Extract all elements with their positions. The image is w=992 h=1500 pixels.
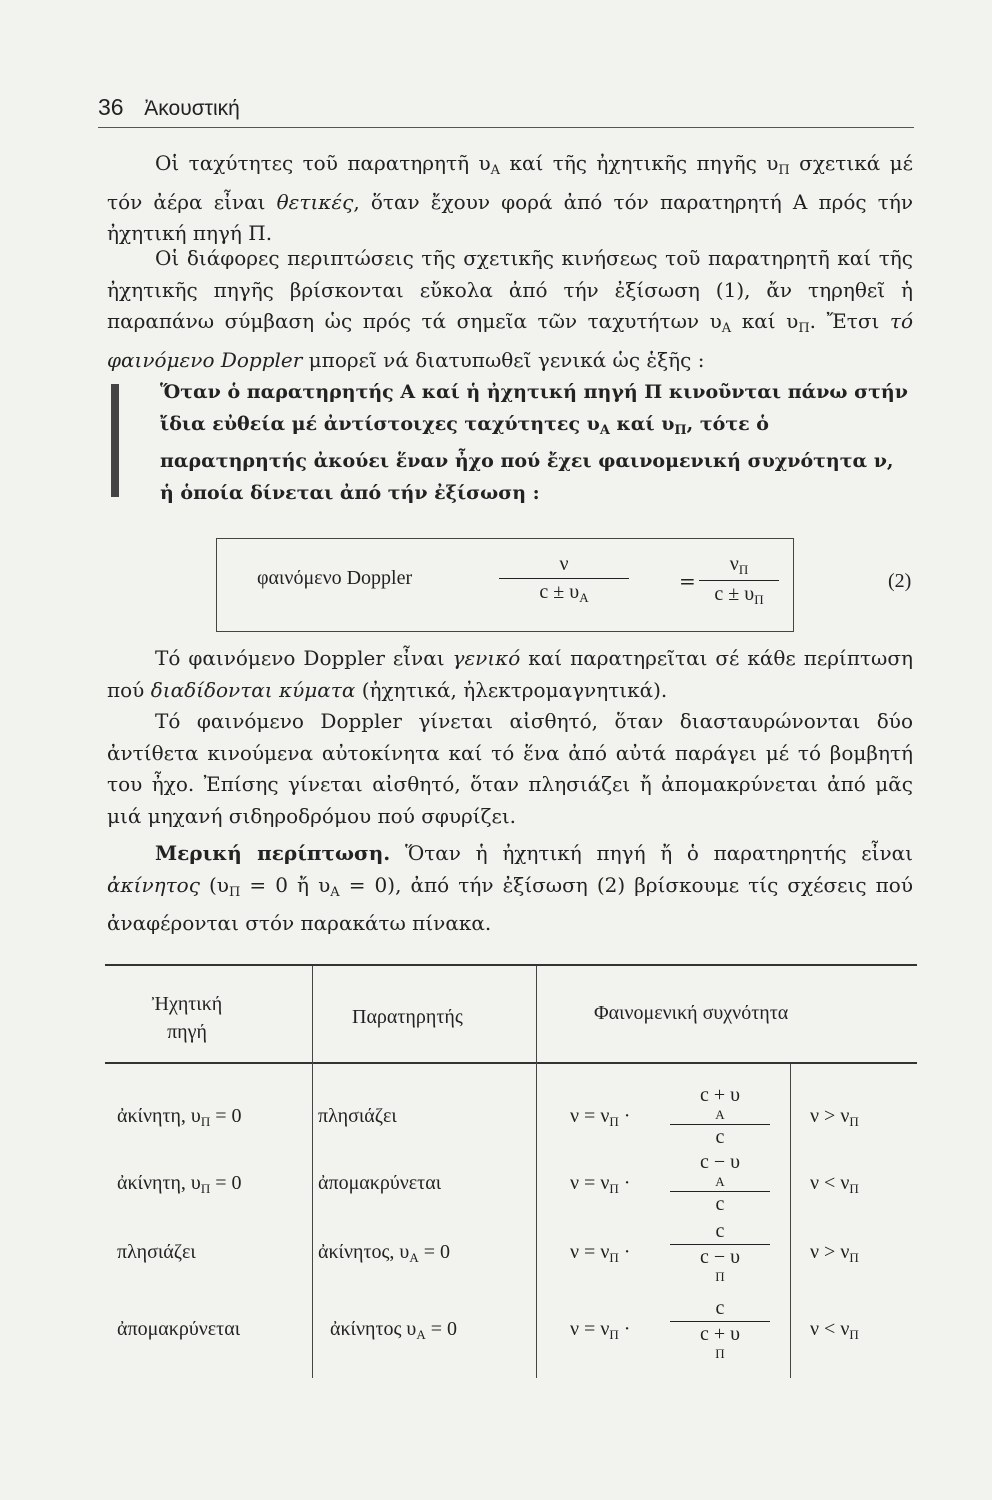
- doppler-formula-box: [216, 538, 794, 632]
- row2-comparison: $\nu < \nu_\Pi$: [810, 1172, 859, 1196]
- row3-formula-fraction: c c − υ Π: [670, 1220, 770, 1285]
- row1-formula-lhs: $\nu = \nu_\Pi$ ·: [570, 1105, 631, 1129]
- row3-source: πλησιάζει: [117, 1241, 196, 1263]
- row4-comparison: $\nu < \nu_\Pi$: [810, 1318, 859, 1342]
- row2-formula-lhs: $\nu = \nu_\Pi$ ·: [570, 1172, 631, 1196]
- page-header: [98, 94, 240, 121]
- table-header-observer: Παρατηρητής: [352, 1006, 463, 1028]
- row4-formula-fraction: c c + υ Π: [670, 1297, 770, 1362]
- row4-source: ἀπομακρύνεται: [117, 1318, 241, 1340]
- fraction-left: ν $c \pm \upsilon_A$: [499, 553, 629, 606]
- table-header-rule: [105, 1062, 917, 1064]
- row1-formula-fraction: c + υ A c: [670, 1084, 770, 1149]
- row2-source: ἀκίνητη, $\upsilon_\Pi = 0$: [117, 1172, 242, 1196]
- equation-number: (2): [888, 570, 912, 592]
- table-col-divider-3: [790, 1064, 791, 1378]
- page-number: 36: [98, 94, 124, 120]
- table-col-divider-1: [312, 966, 313, 1378]
- equals-sign: =: [679, 569, 696, 593]
- paragraph-special-case: Μερική περίπτωση. Ὅταν ἡ ἠχητική πηγή ἤ ὁ παρατηρητής εἶναι ἀκίνητος ($\upsilon_\Pi = 0$ ἤ $\upsilon_A = 0$), ἀπό τήν ἐξίσωση (2) βρίσκουμε τίς σχέσεις πού ἀναφέρονται στόν παρακάτω πίνακα.: [107, 841, 913, 935]
- table-col-divider-2: [536, 966, 537, 1378]
- header-rule: [98, 127, 914, 128]
- row3-observer: ἀκίνητος, $\upsilon_A = 0$: [318, 1241, 450, 1265]
- table-header-source: Ἠχητική πηγή: [151, 993, 223, 1043]
- highlight-bar: [111, 384, 119, 497]
- paragraph-velocities: Οἱ ταχύτητες τοῦ παρατηρητῆ $\upsilon_A$ καί τῆς ἠχητικῆς πηγῆς $\upsilon_\Pi$ σχετικά μέ τόν ἀέρα εἶναι θετικές, ὅταν ἔχουν φορά ἀπό τόν παρατηρητή Α πρός τήν ἠχητική πηγή Π.: [107, 151, 913, 245]
- row3-comparison: $\nu > \nu_\Pi$: [810, 1241, 859, 1265]
- row1-source: ἀκίνητη, $\upsilon_\Pi = 0$: [117, 1105, 242, 1129]
- paragraph-general: Τό φαινόμενο Doppler εἶναι γενικό καί παρατηρεῖται σέ κάθε περίπτωση πού διαδίδονται κύματα (ἠχητικά, ἠλεκτρομαγνητικά).: [107, 646, 913, 702]
- doppler-law-statement: Ὅταν ὁ παρατηρητής Α καί ἡ ἠχητική πηγή Π κινοῦνται πάνω στήν ἴδια εὐθεία μέ ἀντίστοιχες ταχύτητες $\upsilon_A$ καί $\upsilon_\Pi$, τότε ὁ παρατηρητής ἀκούει ἕναν ἦχο πού ἔχει φαινομενική συχνότητα ν, ἡ ὁποία δίνεται ἀπό τήν ἐξίσωση :: [160, 381, 908, 504]
- row1-comparison: $\nu > \nu_\Pi$: [810, 1105, 859, 1129]
- fraction-right: $\nu_\Pi$ $c \pm \upsilon_\Pi$: [699, 553, 779, 608]
- row2-formula-fraction: c − υ A c: [670, 1151, 770, 1216]
- paragraph-cases: Οἱ διάφορες περιπτώσεις τῆς σχετικῆς κινήσεως τοῦ παρατηρητῆ καί τῆς ἠχητικῆς πηγῆς βρίσκονται εὔκολα ἀπό τήν ἐξίσωση (1), ἄν τηρηθεῖ ἡ παραπάνω σύμβαση ὡς πρός τά σημεῖα τῶν ταχυτήτων $\upsilon_A$ καί $\upsilon_\Pi$. Ἔτσι τό φαινόμενο Doppler μπορεῖ νά διατυπωθεῖ γενικά ὡς ἑξῆς :: [107, 246, 913, 372]
- table-top-rule: [105, 964, 917, 966]
- paragraph-examples: Τό φαινόμενο Doppler γίνεται αἰσθητό, ὅταν διασταυρώνονται δύο ἀντίθετα κινούμενα αὐτοκίνητα καί τό ἕνα ἀπό αὐτά παράγει μέ τό βομβητή του ἦχο. Ἐπίσης γίνεται αἰσθητό, ὅταν πλησιάζει ἤ ἀπομακρύνεται ἀπό μᾶς μιά μηχανή σιδηροδρόμου πού σφυρίζει.: [107, 709, 913, 828]
- table-header-frequency: Φαινομενική συχνότητα: [594, 1002, 789, 1024]
- row4-formula-lhs: $\nu = \nu_\Pi$ ·: [570, 1318, 631, 1342]
- formula-label: φαινόμενο Doppler: [257, 567, 413, 589]
- chapter-title: Ἀκουστική: [144, 97, 240, 120]
- row2-observer: ἀπομακρύνεται: [318, 1172, 442, 1194]
- row3-formula-lhs: $\nu = \nu_\Pi$ ·: [570, 1241, 631, 1265]
- row1-observer: πλησιάζει: [318, 1105, 397, 1127]
- row4-observer: ἀκίνητος $\upsilon_A = 0$: [330, 1318, 457, 1342]
